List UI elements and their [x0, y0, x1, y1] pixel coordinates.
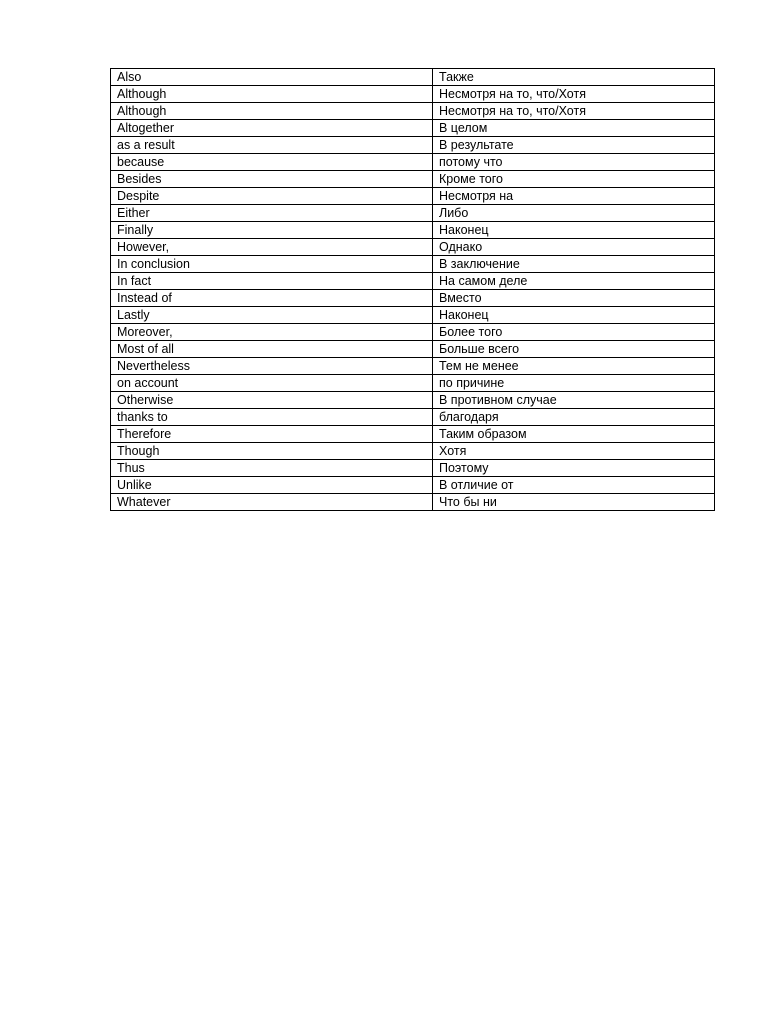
english-term-cell: Although: [111, 103, 433, 120]
russian-translation-cell: В противном случае: [433, 392, 715, 409]
english-term-cell: However,: [111, 239, 433, 256]
english-term-cell: Moreover,: [111, 324, 433, 341]
russian-translation-cell: Поэтому: [433, 460, 715, 477]
english-term-cell: Thus: [111, 460, 433, 477]
english-term-cell: Lastly: [111, 307, 433, 324]
russian-translation-cell: Несмотря на то, что/Хотя: [433, 103, 715, 120]
russian-translation-cell: В отличие от: [433, 477, 715, 494]
english-term-cell: In fact: [111, 273, 433, 290]
english-term-cell: Whatever: [111, 494, 433, 511]
table-row: [111, 120, 715, 137]
english-term-cell: Unlike: [111, 477, 433, 494]
english-term-cell: thanks to: [111, 409, 433, 426]
table-row: [111, 460, 715, 477]
russian-translation-cell: Таким образом: [433, 426, 715, 443]
table-row: [111, 307, 715, 324]
english-term-cell: on account: [111, 375, 433, 392]
table-row: [111, 341, 715, 358]
table-row: [111, 205, 715, 222]
english-term-cell: Otherwise: [111, 392, 433, 409]
english-term-cell: Altogether: [111, 120, 433, 137]
table-row: [111, 256, 715, 273]
table-row: [111, 443, 715, 460]
table-row: [111, 409, 715, 426]
russian-translation-cell: Наконец: [433, 307, 715, 324]
table-row: [111, 392, 715, 409]
english-term-cell: Most of all: [111, 341, 433, 358]
table-row: [111, 239, 715, 256]
russian-translation-cell: Что бы ни: [433, 494, 715, 511]
table-row: [111, 103, 715, 120]
russian-translation-cell: Вместо: [433, 290, 715, 307]
table-row: [111, 324, 715, 341]
russian-translation-cell: В целом: [433, 120, 715, 137]
russian-translation-cell: Тем не менее: [433, 358, 715, 375]
english-term-cell: In conclusion: [111, 256, 433, 273]
table-row: [111, 358, 715, 375]
english-term-cell: Instead of: [111, 290, 433, 307]
english-term-cell: Finally: [111, 222, 433, 239]
english-term-cell: Besides: [111, 171, 433, 188]
english-term-cell: Although: [111, 86, 433, 103]
english-term-cell: Therefore: [111, 426, 433, 443]
russian-translation-cell: Кроме того: [433, 171, 715, 188]
russian-translation-cell: Хотя: [433, 443, 715, 460]
english-term-cell: as a result: [111, 137, 433, 154]
vocabulary-table: [110, 68, 715, 511]
english-term-cell: Either: [111, 205, 433, 222]
table-row: [111, 188, 715, 205]
vocabulary-table-body: [111, 69, 715, 511]
russian-translation-cell: Либо: [433, 205, 715, 222]
russian-translation-cell: по причине: [433, 375, 715, 392]
english-term-cell: Nevertheless: [111, 358, 433, 375]
english-term-cell: because: [111, 154, 433, 171]
table-row: [111, 222, 715, 239]
russian-translation-cell: В результате: [433, 137, 715, 154]
table-row: [111, 273, 715, 290]
english-term-cell: Also: [111, 69, 433, 86]
russian-translation-cell: Более того: [433, 324, 715, 341]
russian-translation-cell: На самом деле: [433, 273, 715, 290]
russian-translation-cell: потому что: [433, 154, 715, 171]
table-row: [111, 290, 715, 307]
english-term-cell: Though: [111, 443, 433, 460]
russian-translation-cell: В заключение: [433, 256, 715, 273]
table-row: [111, 171, 715, 188]
russian-translation-cell: Несмотря на: [433, 188, 715, 205]
table-row: [111, 69, 715, 86]
table-row: [111, 154, 715, 171]
table-row: [111, 86, 715, 103]
table-row: [111, 375, 715, 392]
table-row: [111, 477, 715, 494]
russian-translation-cell: Больше всего: [433, 341, 715, 358]
russian-translation-cell: Однако: [433, 239, 715, 256]
english-term-cell: Despite: [111, 188, 433, 205]
russian-translation-cell: благодаря: [433, 409, 715, 426]
table-row: [111, 494, 715, 511]
table-row: [111, 137, 715, 154]
russian-translation-cell: Наконец: [433, 222, 715, 239]
table-row: [111, 426, 715, 443]
russian-translation-cell: Также: [433, 69, 715, 86]
russian-translation-cell: Несмотря на то, что/Хотя: [433, 86, 715, 103]
